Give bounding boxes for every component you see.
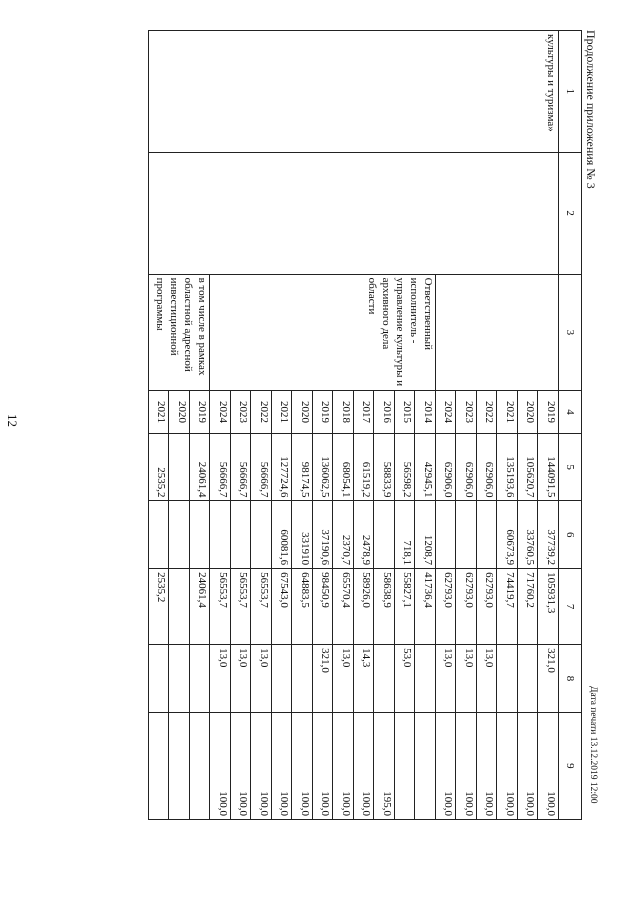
percent-cell: [169, 712, 190, 819]
percent-cell: 100,0: [231, 712, 252, 819]
total-cell: 2535,2: [149, 433, 170, 501]
percent-cell: 100,0: [210, 712, 231, 819]
table-row: [538, 31, 559, 820]
federal-cell: [477, 501, 498, 569]
total-cell: 98174,5: [292, 433, 313, 501]
continuation-heading: Продолжение приложения № 3: [584, 30, 598, 189]
year-cell: 2014: [415, 391, 436, 434]
regional-cell: 105931,3: [538, 569, 559, 645]
total-cell: 56666,7: [231, 433, 252, 501]
percent-cell: 100,0: [292, 712, 313, 819]
other-cell: 13,0: [456, 645, 477, 713]
percent-cell: 100,0: [251, 712, 272, 819]
year-cell: 2023: [456, 391, 477, 434]
federal-cell: 331910: [292, 501, 313, 569]
investment-label-cell: в том числе в рамках областной адресной инвестиционной программы: [149, 274, 211, 391]
total-cell: 62906,0: [436, 433, 457, 501]
year-cell: 2015: [395, 391, 416, 434]
total-cell: 144091,5: [538, 433, 559, 501]
regional-cell: 62793,0: [436, 569, 457, 645]
percent-cell: 100,0: [333, 712, 354, 819]
total-cell: 127724,6: [272, 433, 293, 501]
federal-cell: 2478,9: [354, 501, 375, 569]
year-cell: 2021: [272, 391, 293, 434]
empty-col2-cell: [149, 152, 559, 274]
year-cell: 2022: [477, 391, 498, 434]
other-cell: [292, 645, 313, 713]
percent-cell: 100,0: [456, 712, 477, 819]
regional-cell: 98450,9: [313, 569, 334, 645]
percent-cell: 100,0: [272, 712, 293, 819]
percent-cell: 100,0: [497, 712, 518, 819]
federal-cell: 718,1: [395, 501, 416, 569]
executor-label-cell: Ответственный исполнитель - управление культуры и архивного дела области: [210, 274, 436, 391]
total-cell: 61519,2: [354, 433, 375, 501]
other-cell: [272, 645, 293, 713]
print-date: Дата печати 13.12.2019 12:00: [588, 686, 598, 804]
year-cell: 2024: [210, 391, 231, 434]
header-cell: 9: [559, 712, 582, 819]
percent-cell: 100,0: [354, 712, 375, 819]
year-cell: 2016: [374, 391, 395, 434]
regional-cell: 67543,0: [272, 569, 293, 645]
regional-cell: 56553,7: [251, 569, 272, 645]
regional-cell: 62793,0: [456, 569, 477, 645]
regional-cell: 58926,0: [354, 569, 375, 645]
percent-cell: 195,0: [374, 712, 395, 819]
regional-cell: [169, 569, 190, 645]
federal-cell: [456, 501, 477, 569]
year-cell: 2020: [518, 391, 539, 434]
total-cell: 68054,1: [333, 433, 354, 501]
federal-cell: [251, 501, 272, 569]
page-number: 12: [5, 414, 20, 427]
other-cell: [415, 645, 436, 713]
other-cell: 13,0: [210, 645, 231, 713]
total-cell: 105620,7: [518, 433, 539, 501]
other-cell: 13,0: [436, 645, 457, 713]
year-cell: 2020: [292, 391, 313, 434]
regional-cell: 74419,7: [497, 569, 518, 645]
other-cell: 321,0: [313, 645, 334, 713]
total-cell: 56598,2: [395, 433, 416, 501]
percent-cell: [149, 712, 170, 819]
percent-cell: [190, 712, 211, 819]
percent-cell: 100,0: [477, 712, 498, 819]
other-cell: [497, 645, 518, 713]
year-cell: 2023: [231, 391, 252, 434]
other-cell: 13,0: [477, 645, 498, 713]
other-cell: 13,0: [333, 645, 354, 713]
percent-cell: 100,0: [313, 712, 334, 819]
total-cell: [169, 433, 190, 501]
regional-cell: 56553,7: [210, 569, 231, 645]
header-cell: 1: [559, 31, 582, 153]
other-cell: 53,0: [395, 645, 416, 713]
regional-cell: 65570,4: [333, 569, 354, 645]
header-cell: 8: [559, 645, 582, 713]
year-cell: 2019: [190, 391, 211, 434]
percent-cell: [395, 712, 416, 819]
percent-cell: 100,0: [518, 712, 539, 819]
total-cell: 58833,9: [374, 433, 395, 501]
other-cell: [518, 645, 539, 713]
funding-table: [148, 30, 582, 820]
total-cell: 62906,0: [477, 433, 498, 501]
header-row: [559, 31, 582, 820]
year-cell: 2017: [354, 391, 375, 434]
total-cell: 136062,5: [313, 433, 334, 501]
year-cell: 2019: [538, 391, 559, 434]
header-cell: 6: [559, 501, 582, 569]
other-cell: 13,0: [231, 645, 252, 713]
header-cell: 2: [559, 152, 582, 274]
rotated-table-container: [52, 30, 582, 820]
other-cell: [169, 645, 190, 713]
total-cell: 24061,4: [190, 433, 211, 501]
regional-cell: 56553,7: [231, 569, 252, 645]
year-cell: 2019: [313, 391, 334, 434]
federal-cell: 2370,7: [333, 501, 354, 569]
federal-cell: 37190,6: [313, 501, 334, 569]
regional-cell: 24061,4: [190, 569, 211, 645]
other-cell: [190, 645, 211, 713]
federal-cell: [210, 501, 231, 569]
percent-cell: [415, 712, 436, 819]
regional-cell: 62793,0: [477, 569, 498, 645]
regional-cell: 41736,4: [415, 569, 436, 645]
federal-cell: 37739,2: [538, 501, 559, 569]
header-cell: 3: [559, 274, 582, 391]
program-name-cell: культуры и туризма»: [149, 31, 559, 153]
federal-cell: [149, 501, 170, 569]
percent-cell: 100,0: [436, 712, 457, 819]
federal-cell: 60081,6: [272, 501, 293, 569]
federal-cell: [231, 501, 252, 569]
total-cell: 56666,7: [251, 433, 272, 501]
federal-cell: [436, 501, 457, 569]
year-cell: 2020: [169, 391, 190, 434]
year-cell: 2021: [497, 391, 518, 434]
other-cell: [149, 645, 170, 713]
other-cell: 14,3: [354, 645, 375, 713]
federal-cell: 1208,7: [415, 501, 436, 569]
regional-cell: 64883,5: [292, 569, 313, 645]
year-cell: 2022: [251, 391, 272, 434]
year-cell: 2018: [333, 391, 354, 434]
header-cell: 5: [559, 433, 582, 501]
other-cell: 13,0: [251, 645, 272, 713]
total-cell: 42945,1: [415, 433, 436, 501]
header-cell: 7: [559, 569, 582, 645]
regional-cell: 58638,9: [374, 569, 395, 645]
year-cell: 2021: [149, 391, 170, 434]
total-cell: 62906,0: [456, 433, 477, 501]
federal-cell: [190, 501, 211, 569]
total-cell: 56666,7: [210, 433, 231, 501]
year-cell: 2024: [436, 391, 457, 434]
regional-cell: 2535,2: [149, 569, 170, 645]
federal-cell: [374, 501, 395, 569]
other-cell: [374, 645, 395, 713]
percent-cell: 100,0: [538, 712, 559, 819]
total-cell: 135193,6: [497, 433, 518, 501]
federal-cell: 33760,5: [518, 501, 539, 569]
regional-cell: 55827,1: [395, 569, 416, 645]
other-cell: 321,0: [538, 645, 559, 713]
header-cell: 4: [559, 391, 582, 434]
empty-col3-cell: [436, 274, 559, 391]
federal-cell: [169, 501, 190, 569]
federal-cell: 60673,9: [497, 501, 518, 569]
regional-cell: 71760,2: [518, 569, 539, 645]
